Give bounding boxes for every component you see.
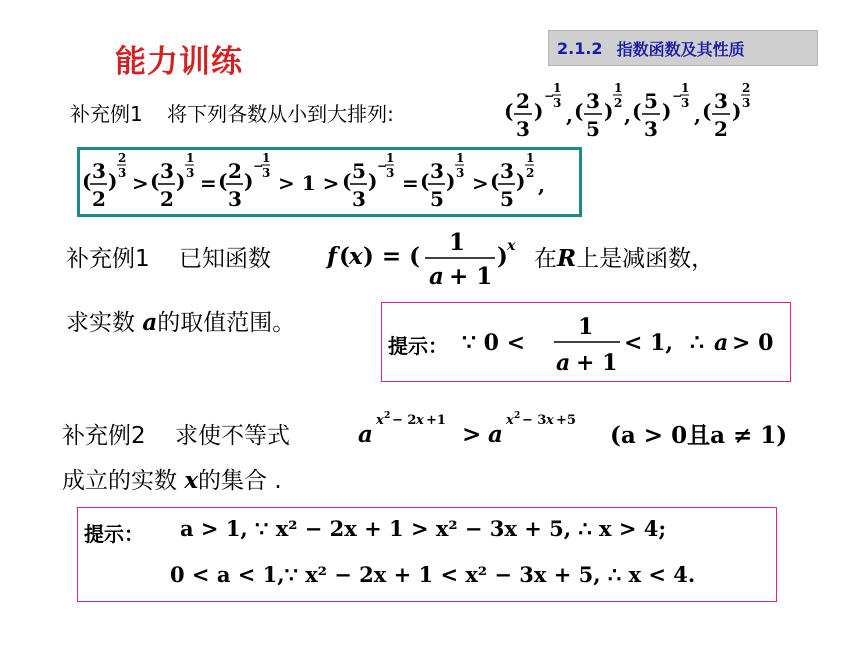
svg-text:3: 3 [386,166,395,180]
example1-prompt [70,98,394,127]
svg-text:−: − [544,89,555,103]
svg-text:): ) [534,99,544,123]
num1-numerator: 2 [516,89,530,113]
svg-text:1: 1 [526,151,535,165]
svg-text:): ) [497,243,508,270]
svg-text:1: 1 [578,314,594,340]
svg-text:+5: +5 [556,413,576,428]
svg-text:3: 3 [714,89,728,113]
svg-text:2: 2 [92,187,106,211]
example3-line2-var: x [184,467,199,494]
svg-text:∴: ∴ [690,330,704,356]
svg-text:3: 3 [681,96,690,110]
svg-text:1: 1 [449,229,466,256]
svg-text:3: 3 [352,187,366,211]
svg-text:+ 1: + 1 [449,263,493,290]
svg-text:): ) [368,169,378,193]
svg-text:3: 3 [228,187,242,211]
example3-line2 [62,462,282,495]
example2-text-a: 已知函数 [178,246,271,272]
svg-text:1: 1 [681,81,690,95]
svg-text:,: , [538,173,545,197]
svg-text:): ) [604,99,614,123]
svg-text:,: , [566,103,573,127]
svg-text:− 2: − 2 [392,413,417,428]
example1-label: 补充例1 [70,102,143,126]
svg-text:3: 3 [586,89,600,113]
svg-text:): ) [516,169,526,193]
svg-text:3: 3 [92,159,106,183]
section-badge [548,30,818,66]
svg-text:(: ( [82,169,92,193]
svg-text:2: 2 [614,96,623,110]
example2-line2 [66,304,295,337]
svg-text:2: 2 [228,159,242,183]
svg-text:(: ( [702,99,712,123]
svg-text:): ) [662,99,672,123]
svg-text:(: ( [420,169,430,193]
page-title: 能力训练 [115,44,243,80]
svg-text:) = (: ) = ( [363,243,421,270]
example3-line2-text: 成立的实数 [62,468,177,494]
svg-text:+1: +1 [426,413,446,428]
svg-text:x: x [349,243,363,270]
example3-line2-rest: 的集合 . [198,468,282,494]
svg-text:): ) [108,169,118,193]
example3-inequality [356,404,612,454]
svg-text:< 1,: < 1, [624,330,674,356]
svg-text:,: , [694,103,701,127]
svg-text:1: 1 [456,151,465,165]
svg-text:>: > [132,171,149,195]
example3-hint-line2: 0 < a < 1,∵ x² − 2x + 1 < x² − 3x + 5, ∴ x < 4. [170,562,696,587]
example2-line2-rest: 的取值范围。 [157,310,296,336]
example2-line2-var: a [142,309,158,336]
svg-text:): ) [732,99,742,123]
svg-text:(: ( [339,243,350,270]
svg-text:3: 3 [430,159,444,183]
example2-label: 补充例1 [66,246,150,272]
example1-answer-formula [80,150,580,214]
svg-text:5: 5 [644,89,658,113]
section-title: 指数函数及其性质 [616,39,745,59]
svg-text:2: 2 [384,411,391,421]
svg-text:1: 1 [614,81,623,95]
paren-open: ( [504,99,514,123]
svg-text:=: = [200,171,217,195]
svg-text:a: a [358,421,373,448]
svg-text:3: 3 [742,96,751,110]
svg-text:3: 3 [500,159,514,183]
svg-text:− 3: − 3 [522,413,547,428]
example3-label: 补充例2 [62,423,146,449]
svg-text:(: ( [574,99,584,123]
svg-text:−: − [253,159,264,173]
svg-text:2: 2 [118,151,127,165]
svg-text:5: 5 [500,187,514,211]
example3-prompt [62,417,290,450]
svg-text:−: − [672,89,683,103]
example3-hint-line1: a > 1, ∵ x² − 2x + 1 > x² − 3x + 5, ∴ x > 4; [180,516,667,541]
example3-hint-label: 提示： [84,522,144,546]
example3-text-a: 求使不等式 [174,423,290,449]
svg-text:3: 3 [262,166,271,180]
svg-text:> 0: > 0 [732,330,774,356]
svg-text:(: ( [490,169,500,193]
svg-text:2: 2 [742,81,751,95]
svg-text:f: f [327,243,337,270]
example2-tail [534,240,714,273]
example2-text-b: 在 [534,246,557,272]
svg-text:3: 3 [186,166,195,180]
example2-R: R [557,245,577,272]
svg-text:3: 3 [644,117,658,141]
svg-text:3: 3 [118,166,127,180]
svg-text:a: a [556,350,571,376]
svg-text:1: 1 [262,151,271,165]
svg-text:>: > [462,421,482,448]
example1-numbers [500,78,800,148]
svg-text:(: ( [150,169,160,193]
svg-text:−: − [377,159,388,173]
svg-text:): ) [446,169,456,193]
svg-text:x: x [506,413,514,428]
svg-text:a: a [488,421,503,448]
svg-text:1: 1 [386,151,395,165]
example2-hint-formula [460,306,790,380]
svg-text:2: 2 [160,187,174,211]
svg-text:+ 1: + 1 [576,350,618,376]
example1-instruction: 将下列各数从小到大排列: [167,102,394,126]
svg-text:3: 3 [456,166,465,180]
svg-text:5: 5 [586,117,600,141]
svg-text:a: a [429,263,444,290]
svg-text:(: ( [632,99,642,123]
svg-text:x: x [507,238,516,254]
svg-text:a: a [714,330,729,356]
section-number: 2.1.2 [557,38,603,58]
svg-text:(: ( [218,169,228,193]
svg-text:(: ( [342,169,352,193]
example2-line2-text: 求实数 [66,310,135,336]
svg-text:1: 1 [553,81,562,95]
svg-text:2: 2 [714,117,728,141]
example2-hint-label: 提示： [388,334,448,358]
svg-text:2: 2 [526,166,535,180]
svg-text:=: = [402,171,419,195]
svg-text:3: 3 [160,159,174,183]
svg-text:,: , [624,103,631,127]
svg-text:1: 1 [186,151,195,165]
svg-text:5: 5 [352,159,366,183]
svg-text:2: 2 [514,411,521,421]
example2-text-c: 上是减函数， [576,246,715,272]
example3-condition: (a > 0且a ≠ 1) [610,422,788,449]
svg-text:> 1 >: > 1 > [278,171,340,195]
svg-text:): ) [244,169,254,193]
example2-function-formula [325,222,540,290]
svg-text:): ) [176,169,186,193]
svg-text:>: > [472,171,489,195]
svg-text:∵ 0 <: ∵ 0 < [462,330,526,356]
example2-prompt [66,240,271,273]
svg-text:3: 3 [553,96,562,110]
svg-text:x: x [376,413,384,428]
svg-text:5: 5 [430,187,444,211]
svg-text:x: x [546,413,554,428]
num1-denominator: 3 [516,117,530,141]
svg-text:x: x [416,413,424,428]
